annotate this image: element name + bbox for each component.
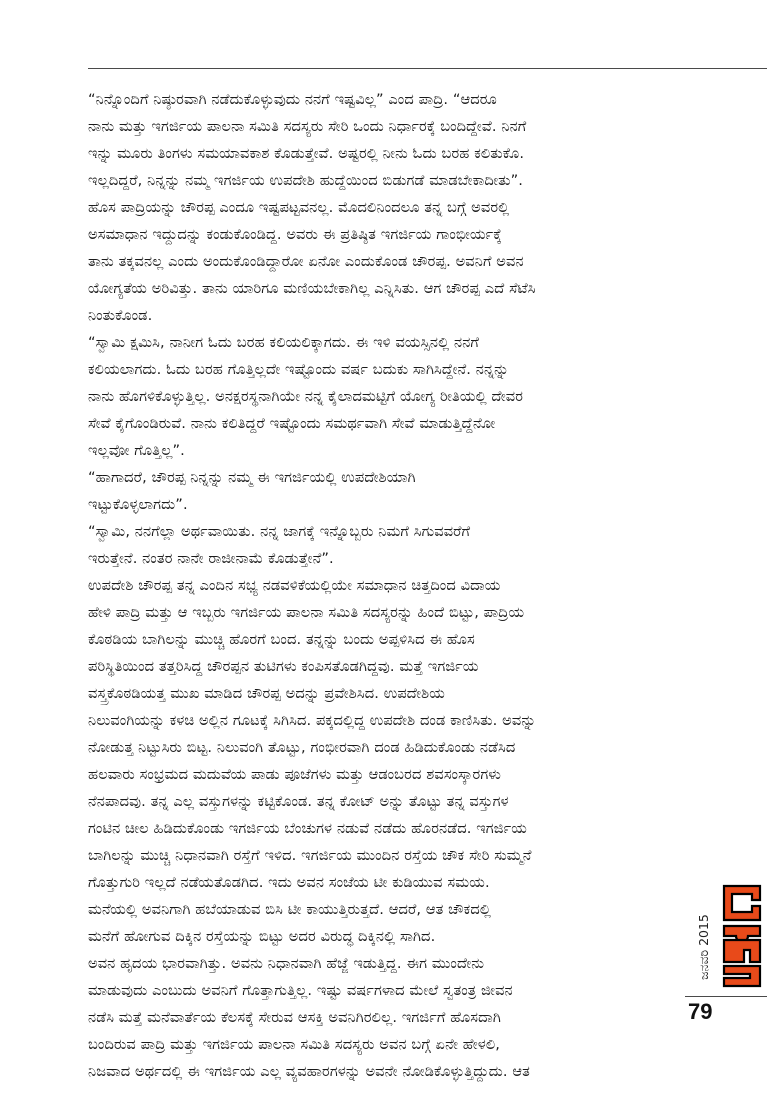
article-line: ಯೋಗ್ಯತೆಯ ಅರಿವಿತ್ತು. ತಾನು ಯಾರಿಗೂ ಮಣಿಯಬೇಕಾಗಿಲ್ಲ ಎನ್ನಿಸಿತು. ಆಗ ಚೌರಪ್ಪ ಎದೆ ಸೆಟೆಸಿ	[88, 280, 536, 297]
article-line: ಹೇಳಿ ಪಾದ್ರಿ ಮತ್ತು ಆ ಇಬ್ಬರು ಇಗರ್ಜಿಯ ಪಾಲನಾ ಸಮಿತಿ ಸದಸ್ಯರನ್ನು ಹಿಂದೆ ಬಿಟ್ಟು, ಪಾದ್ರಿಯ	[88, 604, 525, 621]
issue-date	[694, 902, 714, 992]
article-line: “ಸ್ವಾಮಿ ಕ್ಷಮಿಸಿ, ನಾನೀಗ ಓದು ಬರಹ ಕಲಿಯಲಿಕ್ಕಾಗದು. ಈ ಇಳಿ ವಯಸ್ಸಿನಲ್ಲಿ ನನಗೆ	[88, 334, 480, 351]
article-line: ಪರಿಸ್ಥಿತಿಯಿಂದ ತತ್ತರಿಸಿದ್ದ ಚೌರಪ್ಪನ ತುಟಿಗಳು ಕಂಪಿಸತೊಡಗಿದ್ದವು. ಮತ್ತೆ ಇಗರ್ಜಿಯ	[88, 658, 479, 675]
article-line: ಉಪದೇಶಿ ಚೌರಪ್ಪ ತನ್ನ ಎಂದಿನ ಸಭ್ಯ ನಡವಳಿಕೆಯಲ್ಲಿಯೇ ಸಮಾಧಾನ ಚಿತ್ತದಿಂದ ವಿದಾಯ	[88, 577, 501, 594]
right-rule	[685, 996, 767, 997]
article-line: ಬಾಗಿಲನ್ನು ಮುಚ್ಚಿ ನಿಧಾನವಾಗಿ ರಸ್ತೆಗೆ ಇಳಿದ. ಇಗರ್ಜಿಯ ಮುಂದಿನ ರಸ್ತೆಯ ಚೌಕ ಸೇರಿ ಸುಮ್ಮನೆ	[88, 847, 532, 864]
article-line: ಕಲಿಯಲಾಗದು. ಓದು ಬರಹ ಗೊತ್ತಿಲ್ಲದೇ ಇಷ್ಟೊಂದು ವರ್ಷ ಬದುಕು ಸಾಗಿಸಿದ್ದೇನೆ. ನನ್ನನ್ನು	[88, 361, 510, 378]
article-line: “ಹಾಗಾದರೆ, ಚೌರಪ್ಪ ನಿನ್ನನ್ನು ನಮ್ಮ ಈ ಇಗರ್ಜಿಯಲ್ಲಿ ಉಪದೇಶಿಯಾಗಿ	[88, 469, 416, 486]
article-line: ಗಂಟಿನ ಚೀಲ ಹಿಡಿದುಕೊಂಡು ಇಗರ್ಜಿಯ ಬೆಂಚುಗಳ ನಡುವೆ ನಡೆದು ಹೊರನಡೆದ. ಇಗರ್ಜಿಯ	[88, 820, 527, 837]
issue-date-text: ಜನವರಿ 2015	[696, 914, 712, 980]
article-line: ಮನೆಯಲ್ಲಿ ಅವನಿಗಾಗಿ ಹಬೆಯಾಡುವ ಬಿಸಿ ಟೀ ಕಾಯುತ್ತಿರುತ್ತದೆ. ಆದರೆ, ಆತ ಚೌಕದಲ್ಲಿ	[88, 901, 492, 918]
article-line: ನಿಂತುಕೊಂಡ.	[88, 307, 153, 324]
article-line: ವಸ್ತ್ರಕೊಠಡಿಯತ್ತ ಮುಖ ಮಾಡಿದ ಚೌರಪ್ಪ ಅದನ್ನು ಪ್ರವೇಶಿಸಿದ. ಉಪದೇಶಿಯ	[88, 685, 445, 702]
article-line: ಹಲವಾರು ಸಂಭ್ರಮದ ಮದುವೆಯ ಪಾಡು ಪೂಜೆಗಳು ಮತ್ತು ಆಡಂಬರದ ಶವಸಂಸ್ಕಾರಗಳು	[88, 766, 501, 783]
article-line: ಗೊತ್ತುಗುರಿ ಇಲ್ಲದೆ ನಡೆಯತೊಡಗಿದ. ಇದು ಅವನ ಸಂಜೆಯ ಟೀ ಕುಡಿಯುವ ಸಮಯ.	[88, 874, 490, 891]
article-line: ನೆನಪಾದವು. ತನ್ನ ಎಲ್ಲ ವಸ್ತುಗಳನ್ನು ಕಟ್ಟಿಕೊಂಡ. ತನ್ನ ಕೋಟ್ ಅನ್ನು ತೊಟ್ಟು ತನ್ನ ವಸ್ತುಗಳ	[88, 793, 509, 810]
article-line: ನಾನು ಮತ್ತು ಇಗರ್ಜಿಯ ಪಾಲನಾ ಸಮಿತಿ ಸದಸ್ಯರು ಸೇರಿ ಒಂದು ನಿರ್ಧಾರಕ್ಕೆ ಬಂದಿದ್ದೇವೆ. ನಿನಗೆ	[88, 118, 527, 135]
top-rule	[88, 68, 767, 69]
article-line: ಇಲ್ಲವೋ ಗೊತ್ತಿಲ್ಲ”.	[88, 442, 185, 459]
magazine-logo	[718, 880, 766, 992]
article-line: ಸೇವೆ ಕೈಗೊಂಡಿರುವೆ. ನಾನು ಕಲಿತಿದ್ದರೆ ಇಷ್ಟೊಂದು ಸಮರ್ಥವಾಗಿ ಸೇವೆ ಮಾಡುತ್ತಿದ್ದೆನೋ	[88, 415, 496, 432]
article-line: ಹೊಸ ಪಾದ್ರಿಯನ್ನು ಚೌರಪ್ಪ ಎಂದೂ ಇಷ್ಟಪಟ್ಟವನಲ್ಲ. ಮೊದಲಿನಿಂದಲೂ ತನ್ನ ಬಗ್ಗೆ ಅವರಲ್ಲಿ	[88, 199, 510, 216]
article-body	[88, 86, 670, 1085]
article-line: ಮನೆಗೆ ಹೋಗುವ ದಿಕ್ಕಿನ ರಸ್ತೆಯನ್ನು ಬಿಟ್ಟು ಅದರ ವಿರುದ್ಧ ದಿಕ್ಕಿನಲ್ಲಿ ಸಾಗಿದ.	[88, 928, 436, 945]
article-line: ಮಾಡುವುದು ಎಂಬುದು ಅವನಿಗೆ ಗೊತ್ತಾಗುತ್ತಿಲ್ಲ. ಇಷ್ಟು ವರ್ಷಗಳಾದ ಮೇಲೆ ಸ್ವತಂತ್ರ ಜೀವನ	[88, 982, 513, 999]
article-line: “ಸ್ವಾಮಿ, ನನಗೆಲ್ಲಾ ಅರ್ಥವಾಯಿತು. ನನ್ನ ಜಾಗಕ್ಕೆ ಇನ್ನೊಬ್ಬರು ನಿಮಗೆ ಸಿಗುವವರೆಗೆ	[88, 523, 471, 540]
article-line: ಅಸಮಾಧಾನ ಇದ್ದುದನ್ನು ಕಂಡುಕೊಂಡಿದ್ದ. ಅವರು ಈ ಪ್ರತಿಷ್ಠಿತ ಇಗರ್ಜಿಯ ಗಾಂಭೀರ್ಯಕ್ಕೆ	[88, 226, 502, 243]
page-number: 79	[688, 999, 713, 1024]
article-line: “ನಿನ್ನೊಂದಿಗೆ ನಿಷ್ಠುರವಾಗಿ ನಡೆದುಕೊಳ್ಳುವುದು ನನಗೆ ಇಷ್ಟವಿಲ್ಲ” ಎಂದ ಪಾದ್ರಿ. “ಆದರೂ	[88, 91, 497, 108]
article-line: ನಾನು ಹೊಗಳಿಕೊಳ್ಳುತ್ತಿಲ್ಲ. ಅನಕ್ಷರಸ್ಥನಾಗಿಯೇ ನನ್ನ ಕೈಲಾದಮಟ್ಟಿಗೆ ಯೋಗ್ಯ ರೀತಿಯಲ್ಲಿ ದೇವರ	[88, 388, 524, 405]
article-line: ನಿಲುವಂಗಿಯನ್ನು ಕಳಚಿ ಅಲ್ಲಿನ ಗೂಟಕ್ಕೆ ಸಿಗಿಸಿದ. ಪಕ್ಕದಲ್ಲಿದ್ದ ಉಪದೇಶಿ ದಂಡ ಕಾಣಿಸಿತು. ಅವನ್ನು	[88, 712, 537, 729]
article-line: ಅವನ ಹೃದಯ ಭಾರವಾಗಿತ್ತು. ಅವನು ನಿಧಾನವಾಗಿ ಹೆಜ್ಜೆ ಇಡುತ್ತಿದ್ದ. ಈಗ ಮುಂದೇನು	[88, 955, 485, 972]
article-line: ಕೊಠಡಿಯ ಬಾಗಿಲನ್ನು ಮುಚ್ಚಿ ಹೊರಗೆ ಬಂದ. ತನ್ನನ್ನು ಬಂದು ಅಪ್ಪಳಿಸಿದ ಈ ಹೊಸ	[88, 631, 475, 648]
article-line: ಇಲ್ಲದಿದ್ದರೆ, ನಿನ್ನನ್ನು ನಮ್ಮ ಇಗರ್ಜಿಯ ಉಪದೇಶಿ ಹುದ್ದೆಯಿಂದ ಬಿಡುಗಡೆ ಮಾಡಬೇಕಾದೀತು”.	[88, 172, 524, 189]
article-line: ಇಟ್ಟುಕೊಳ್ಳಲಾಗದು”.	[88, 496, 188, 513]
article-line: ಇರುತ್ತೇನೆ. ನಂತರ ನಾನೇ ರಾಜೀನಾಮೆ ಕೊಡುತ್ತೇನೆ”.	[88, 550, 334, 567]
article-line: ನಿಜವಾದ ಅರ್ಥದಲ್ಲಿ ಈ ಇಗರ್ಜಿಯ ಎಲ್ಲ ವ್ಯವಹಾರಗಳನ್ನು ಅವನೇ ನೋಡಿಕೊಳ್ಳುತ್ತಿದ್ದುದು. ಆತ	[88, 1063, 530, 1080]
article-line: ಇನ್ನು ಮೂರು ತಿಂಗಳು ಸಮಯಾವಕಾಶ ಕೊಡುತ್ತೇವೆ. ಅಷ್ಟರಲ್ಲಿ ನೀನು ಓದು ಬರಹ ಕಲಿತುಕೊ.	[88, 145, 525, 162]
article-line: ಬಂದಿರುವ ಪಾದ್ರಿ ಮತ್ತು ಇಗರ್ಜಿಯ ಪಾಲನಾ ಸಮಿತಿ ಸದಸ್ಯರು ಅವನ ಬಗ್ಗೆ ಏನೇ ಹೇಳಲಿ,	[88, 1036, 500, 1053]
article-line: ತಾನು ತಕ್ಕವನಲ್ಲ ಎಂದು ಅಂದುಕೊಂಡಿದ್ದಾರೋ ಏನೋ ಎಂದುಕೊಂಡ ಚೌರಪ್ಪ. ಅವನಿಗೆ ಅವನ	[88, 253, 524, 270]
article-line: ನಡೆಸಿ ಮತ್ತೆ ಮನೆವಾರ್ತೆಯ ಕೆಲಸಕ್ಕೆ ಸೇರುವ ಆಸಕ್ತಿ ಅವನಿಗಿರಲಿಲ್ಲ. ಇಗರ್ಜಿಗೆ ಹೊಸದಾಗಿ	[88, 1009, 501, 1026]
article-line: ನೋಡುತ್ತ ನಿಟ್ಟುಸಿರು ಬಿಟ್ಟ. ನಿಲುವಂಗಿ ತೊಟ್ಟು, ಗಂಭೀರವಾಗಿ ದಂಡ ಹಿಡಿದುಕೊಂಡು ನಡೆಸಿದ	[88, 739, 516, 756]
